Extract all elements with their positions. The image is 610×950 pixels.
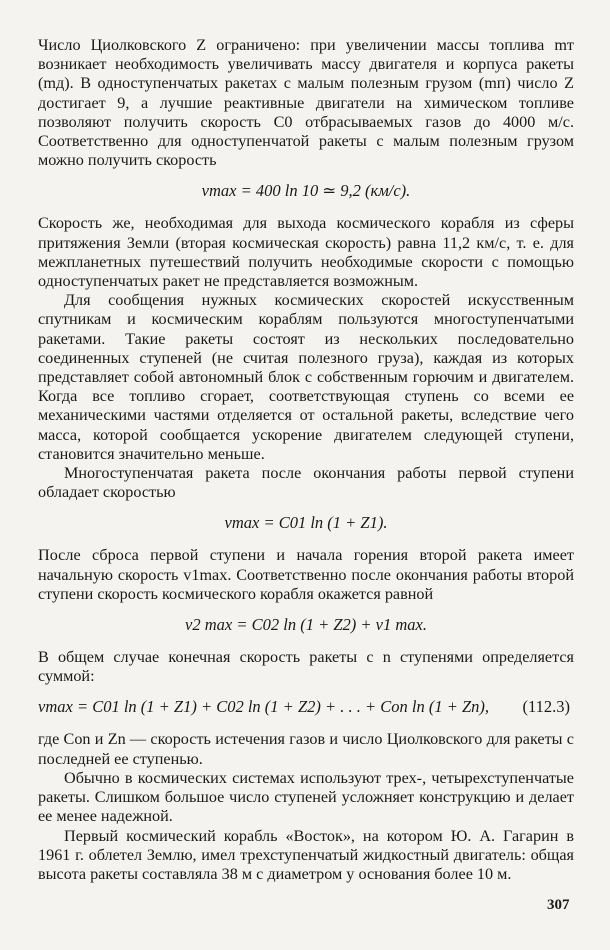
paragraph-tsiolkovsky-number: Число Циолковского Z ограничено: при увеличении массы топлива mт возникает необходимость увеличивать массу двигателя и корпуса ракеты (mд). В одноступенчатых ракетах с малым полезным грузом (mп) число Z достигает 9, а лучшие реактивные двигатели на химическом топливе позволяют получить скорость C0 отбрасываемых газов до 4000 м/с. Соответственно для одноступенчатой ракеты с малым полезным грузом можно получить скорость (38, 36, 574, 170)
equation-vmax-general (38, 697, 570, 717)
paragraph-vostok: Первый космический корабль «Восток», на котором Ю. А. Гагарин в 1961 г. облетел Землю, имел трехступенчатый жидкостный двигатель: общая высота ракеты составляла 38 м с диаметром у основания более 10 м. (38, 826, 574, 883)
paragraph-second-stage: После сброса первой ступени и начала горения второй ракета имеет начальную скорость v1max. Соответственно после окончания работы второй ступени скорость космического корабля окажется равной (38, 546, 574, 603)
equation-v2max: v2 max = C02 ln (1 + Z2) + v1 max. (185, 615, 427, 635)
paragraph-last-stage: где Con и Zn — скорость истечения газов и число Циолковского для ракеты с последней ее ступенью. (38, 730, 574, 768)
page-number: 307 (547, 897, 570, 913)
paragraph-multistage-rockets: Для сообщения нужных космических скоростей искусственным спутникам и космическим кораблям пользуются многоступенчатыми ракетами. Такие ракеты состоят из нескольких последовательно соединенных ступеней (не считая полезного груза), каждая из которых представляет собой автономный блок с собственным горючим и двигателем. Когда все топливо сгорает, соответствующая ступень со всеми ее механическими частями отделяется от остальной ракеты, вследствие чего масса, которой сообщается ускорение двигателем следующей ступени, становится значительно меньше. (38, 291, 574, 463)
equation-vmax-single-stage: vmax = 400 ln 10 ≃ 9,2 (км/с). (201, 181, 411, 201)
equation-number: (112.3) (522, 697, 570, 717)
paragraph-second-cosmic-velocity: Скорость же, необходимая для выхода космического корабля из сферы притяжения Земли (вторая космическая скорость) равна 11,2 км/с, т. е. для межпланетных путешествий получить необходимые скорости с помощью одноступенчатых ракет не представляется возможным. (38, 214, 574, 291)
paragraph-first-stage: Многоступенчатая ракета после окончания работы первой ступени обладает скоростью (38, 464, 574, 502)
equation-vmax-first-stage: vmax = C01 ln (1 + Z1). (224, 513, 388, 533)
equation-vmax-general-body: vmax = C01 ln (1 + Z1) + C02 ln (1 + Z2) + . . . + Con ln (1 + Zn), (38, 697, 490, 717)
paragraph-general-case: В общем случае конечная скорость ракеты с n ступенями определяется суммой: (38, 648, 574, 686)
paragraph-stage-count: Обычно в космических системах используют трех-, четырехступенчатые ракеты. Слишком большое число ступеней усложняет конструкцию и делает ее менее надежной. (38, 768, 574, 826)
